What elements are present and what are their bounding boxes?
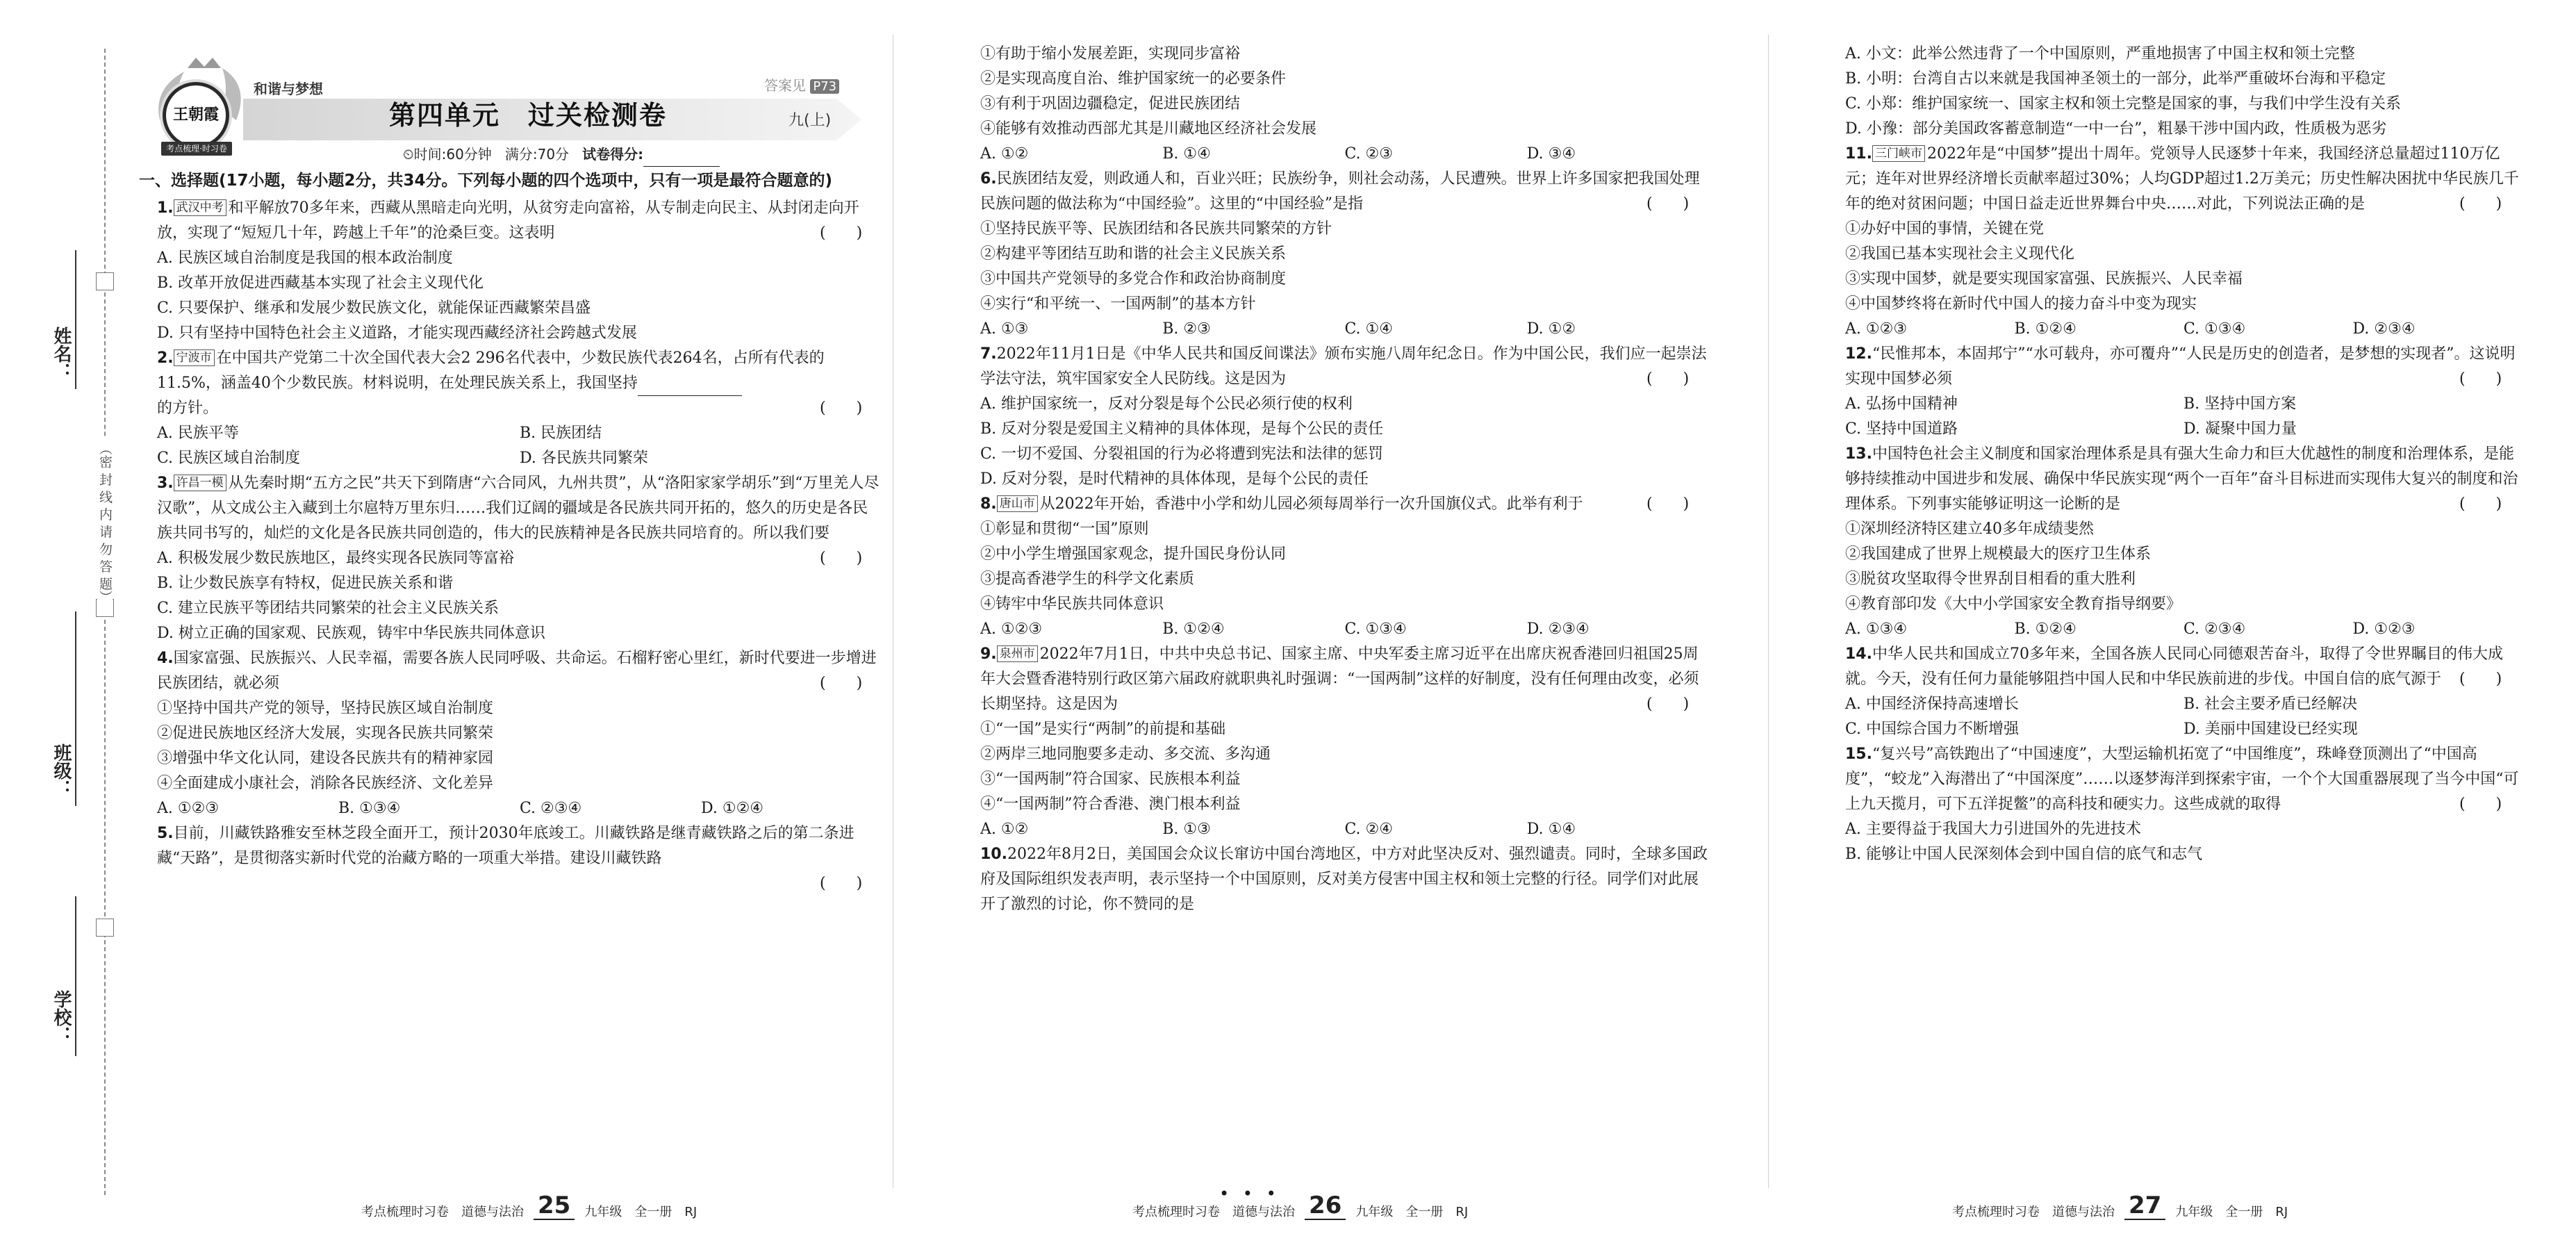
option: A. ①②③ — [980, 620, 1043, 638]
statement: ④铸牢中华民族共同体意识 — [980, 595, 1164, 613]
question-stem: 民族团结友爱，则政通人和，百业兴旺；民族纷争，则社会动荡，人民遭殃。世界上许多国家把我国处理民族问题的做法称为“中国经验”。这里的“中国经验”是指 — [980, 170, 1700, 213]
fill-blank[interactable] — [638, 378, 742, 396]
statement: ③提高香港学生的科学文化素质 — [980, 570, 1195, 588]
score-label: 试卷得分: — [582, 146, 644, 163]
option: B. 民族团结 — [520, 425, 602, 442]
option: D. 小豫：部分美国政客蓄意制造“一中一台”，粗暴干涉中国内政，性质极为恶劣 — [1845, 120, 2387, 138]
score-field[interactable] — [643, 166, 720, 167]
question-6 — [962, 167, 1709, 342]
statement: ④“一国两制”符合香港、澳门根本利益 — [980, 796, 1241, 813]
question-4 — [139, 646, 882, 821]
question-stem: 2022年8月2日，美国国会众议长窜访中国台湾地区，中方对此坚决反对、强烈谴责。同时，全球多国政府及国际组织发表声明，表示坚持一个中国原则，反对美方侵害中国主权和领土完整的行径。同学们对此展开了激烈的讨论，你不赞同的是 — [980, 846, 1708, 913]
cut-mark — [96, 272, 114, 290]
question-stem: 从先秦时期“五方之民”共天下到隋唐“六合同风，九州共贯”，从“洛阳家家学胡乐”到“万里羌人尽汉歌”，从文成公主入藏到土尔扈特万里东归……我们辽阔的疆域是各民族共同开拓的，悠久的历史是各民族共同书写的，灿烂的文化是各民族共同创造的，伟大的民族精神是各民族共同培育的。所以我们要 — [157, 475, 880, 542]
option: D. ①②④ — [701, 800, 764, 817]
question-stem-tail: 的方针。 — [157, 400, 219, 417]
option: B. 让少数民族享有特权，促进民族关系和谐 — [157, 575, 454, 592]
question-stem: 中华人民共和国成立70多年来，全国各族人民同心同德艰苦奋斗，取得了令世界瞩目的伟大成就。今天，没有任何力量能够阻挡中国人民和中华民族前进的步伐。中国自信的底气源于 — [1845, 645, 2503, 688]
statement: ③增强中华文化认同，建设各民族共有的精神家园 — [157, 750, 494, 767]
question-number: 10. — [980, 846, 1007, 863]
option: C. ①③④ — [2183, 320, 2246, 338]
statement: ③脱贫攻坚取得令世界刮目相看的重大胜利 — [1845, 570, 2136, 588]
question-10-continued — [1827, 42, 2522, 142]
question-5-continued — [962, 42, 1709, 167]
option: A. ①②③ — [157, 800, 220, 817]
statement: ①“一国”是实行“两制”的前提和基础 — [980, 721, 1225, 738]
option: A. 民族区域自治制度是我国的根本政治制度 — [157, 249, 453, 267]
answer-bracket[interactable]: ( ) — [1646, 370, 1690, 388]
page-number: 27 — [2124, 1192, 2165, 1220]
question-number: 1. — [157, 199, 174, 217]
option: C. 中国综合国力不断增强 — [1845, 721, 2020, 738]
question-number: 5. — [157, 825, 174, 842]
full-score: 满分:70分 — [504, 146, 570, 163]
fold-line — [104, 49, 106, 1195]
option: B. ①②④ — [2014, 620, 2077, 638]
option: A. ①③④ — [1845, 620, 1908, 638]
statement: ③实现中国梦，就是要实现国家富强、民族振兴、人民幸福 — [1845, 270, 2243, 288]
option: A. 主要得益于我国大力引进国外的先进技术 — [1845, 821, 2141, 838]
option: A. 民族平等 — [157, 425, 239, 442]
option: A. 小文：此举公然违背了一个中国原则，严重地损害了中国主权和领土完整 — [1845, 45, 2355, 63]
school-field[interactable] — [75, 896, 76, 1056]
question-stem: 2022年是“中国梦”提出十周年。党领导人民逐梦十年来，我国经济总量超过110万亿元；连年对世界经济增长贡献率超过30%；人均GDP超过1.2万美元；历史性解决困扰中华民族几千年的绝对贫困问题；中国日益走近世界舞台中央……对此，下列说法正确的是 — [1845, 145, 2519, 213]
question-7 — [962, 342, 1709, 492]
footer-grade: 九年级 全一册 RJ — [1355, 1205, 1469, 1219]
statement: ②促进民族地区经济大发展，实现各民族共同繁荣 — [157, 725, 494, 742]
question-stem: 2022年7月1日，中共中央总书记、国家主席、中央军委主席习近平在出席庆祝香港回归祖国25周年大会暨香港特别行政区第六届政府就职典礼时强调：“一国两制”这样的好制度，没有任何理由改变，必须长期坚持。这是因为 — [980, 645, 1699, 713]
question-stem: 中国特色社会主义制度和国家治理体系是具有强大生命力和巨大优越性的制度和治理体系，是能够持续推动中国进步和发展、确保中华民族实现“两个一百年”奋斗目标进而实现伟大复兴的制度和治理体系。下列事实能够证明这一论断的是 — [1845, 445, 2518, 513]
question-stem: 从2022年开始，香港中小学和幼儿园必须每周举行一次升国旗仪式。此举有利于 — [1039, 495, 1583, 513]
question-number: 8. — [980, 495, 997, 513]
page-25 — [139, 42, 882, 896]
question-3 — [139, 471, 882, 646]
source-tag: 泉州市 — [997, 645, 1038, 662]
logo-emblem: 王朝霞 — [163, 82, 229, 149]
question-15 — [1827, 742, 2522, 867]
source-tag: 三门峡市 — [1872, 145, 1925, 162]
option: D. ①② — [1526, 320, 1576, 338]
answer-bracket[interactable]: ( ) — [1646, 195, 1690, 213]
option: A. 维护国家统一，反对分裂是每个公民必须行使的权利 — [980, 395, 1353, 413]
question-stem: “民惟邦本，本固邦宁”“水可载舟，亦可覆舟”“人民是历史的创造者，是梦想的实现者”。这说明实现中国梦必须 — [1845, 345, 2516, 388]
page-divider — [1768, 35, 1769, 1188]
option: C. 建立民族平等团结共同繁荣的社会主义民族关系 — [157, 600, 499, 617]
statement: ③“一国两制”符合国家、民族根本利益 — [980, 771, 1241, 788]
option: A. 积极发展少数民族地区，最终实现各民族同等富裕 — [157, 550, 514, 567]
class-field[interactable] — [75, 611, 76, 806]
option: A. 弘扬中国精神 — [1845, 395, 1958, 413]
answer-bracket[interactable]: ( ) — [1646, 495, 1690, 513]
option: B. 反对分裂是爱国主义精神的具体体现，是每个公民的责任 — [980, 420, 1384, 438]
question-13 — [1827, 442, 2522, 642]
option: B. ①④ — [1162, 145, 1211, 163]
question-number: 3. — [157, 475, 174, 492]
question-number: 7. — [980, 345, 997, 363]
class-label: 班级： — [51, 743, 72, 798]
option: D. ②③④ — [1526, 620, 1590, 638]
question-stem: 和平解放70多年来，西藏从黑暗走向光明，从贫穷走向富裕，从专制走向民主、从封闭走向开放，实现了“短短几十年，跨越上千年”的沧桑巨变。这表明 — [157, 199, 859, 242]
question-number: 12. — [1845, 345, 1872, 363]
question-8 — [962, 492, 1709, 642]
seal-line-warning: （密 封 线 内 请 勿 答 题） — [97, 438, 113, 607]
question-number: 14. — [1845, 645, 1872, 663]
option: D. 树立正确的国家观、民族观，铸牢中华民族共同体意识 — [157, 625, 545, 642]
option: C. ①④ — [1344, 320, 1393, 338]
option: C. 只要保护、继承和发展少数民族文化，就能保证西藏繁荣昌盛 — [157, 299, 591, 317]
page-title: 第四单元 过关检测卷 — [389, 100, 668, 131]
footer-series: 考点梳理时习卷 道德与法治 — [1952, 1205, 2115, 1219]
source-tag: 宁波市 — [174, 349, 215, 366]
option: C. 坚持中国道路 — [1845, 420, 1958, 438]
option: A. ①② — [980, 821, 1029, 838]
time-limit: ⏲时间:60分钟 — [403, 146, 492, 163]
footer-series: 考点梳理时习卷 道德与法治 — [1132, 1205, 1295, 1219]
source-tag: 武汉中考 — [174, 199, 226, 216]
answer-bracket[interactable]: ( ) — [820, 875, 863, 892]
statement: ①深圳经济特区建立40多年成绩斐然 — [1845, 520, 2094, 538]
question-number: 11. — [1845, 145, 1872, 163]
option: A. ①②③ — [1845, 320, 1908, 338]
logo-band: 考点梳理·时习卷 — [161, 142, 232, 156]
option: D. 各民族共同繁荣 — [520, 450, 648, 467]
option: C. 民族区域自治制度 — [157, 450, 301, 467]
option: C. ②③④ — [2183, 620, 2246, 638]
answer-bracket[interactable]: ( ) — [2459, 195, 2502, 213]
option: C. ②④ — [1344, 821, 1393, 838]
option: C. ②③④ — [520, 800, 582, 817]
statement: ④中国梦终将在新时代中国人的接力奋斗中变为现实 — [1845, 295, 2197, 313]
option: B. 改革开放促进西藏基本实现了社会主义现代化 — [157, 274, 484, 292]
unit-header — [139, 42, 882, 163]
statement: ④教育部印发《大中小学国家安全教育指导纲要》 — [1845, 595, 2182, 613]
answer-bracket[interactable]: ( ) — [820, 400, 863, 417]
answer-bracket[interactable]: ( ) — [820, 675, 863, 692]
continuation-dots: • • • — [1219, 1184, 1280, 1203]
option: B. ①②④ — [1162, 620, 1225, 638]
theme-label: 和谐与梦想 — [254, 81, 323, 97]
answer-ref-page: P73 — [810, 79, 839, 94]
answer-bracket[interactable]: ( ) — [1646, 695, 1690, 713]
source-tag: 许昌一模 — [174, 475, 226, 491]
option: B. 坚持中国方案 — [2183, 395, 2297, 413]
question-number: 9. — [980, 645, 997, 663]
question-number: 6. — [980, 170, 997, 188]
option: C. 一切不爱国、分裂祖国的行为必将遭到宪法和法律的惩罚 — [980, 445, 1384, 463]
question-number: 13. — [1845, 445, 1872, 463]
question-10 — [962, 842, 1709, 917]
statement: ④实行“和平统一、一国两制”的基本方针 — [980, 295, 1256, 313]
option: B. 小明：台湾自古以来就是我国神圣领土的一部分，此举严重破坏台海和平稳定 — [1845, 70, 2386, 88]
question-stem: 在中国共产党第二十次全国代表大会2 296名代表中，少数民族代表264名，占所有代表的11.5%，涵盖40个少数民族。材料说明，在处理民族关系上，我国坚持 — [157, 349, 825, 392]
statement: ①办好中国的事情，关键在党 — [1845, 220, 2045, 238]
option: D. ③④ — [1526, 145, 1576, 163]
option: B. ①③④ — [338, 800, 401, 817]
answer-bracket[interactable]: ( ) — [2459, 370, 2502, 388]
footer-grade: 九年级 全一册 RJ — [2175, 1205, 2288, 1219]
question-5 — [139, 821, 882, 892]
statement: ②是实现高度自治、维护国家统一的必要条件 — [980, 70, 1287, 88]
answer-bracket[interactable]: ( ) — [820, 224, 863, 242]
question-stem: 目前，川藏铁路雅安至林芝段全面开工，预计2030年底竣工。川藏铁路是继青藏铁路之后的第二条进藏“天路”，是贯彻落实新时代党的治藏方略的一项重大举措。建设川藏铁路 — [157, 825, 854, 867]
option: A. 中国经济保持高速增长 — [1845, 695, 2019, 713]
option: C. 小郑：维护国家统一、国家主权和领土完整是国家的事，与我们中学生没有关系 — [1845, 95, 2402, 113]
answer-bracket[interactable]: ( ) — [2459, 796, 2502, 813]
statement: ①有助于缩小发展差距，实现同步富裕 — [980, 45, 1241, 63]
option: D. ①④ — [1526, 821, 1576, 838]
option: D. ②③④ — [2352, 320, 2416, 338]
page-26 — [962, 42, 1709, 917]
question-12 — [1827, 342, 2522, 442]
option: B. 能够让中国人民深刻体会到中国自信的底气和志气 — [1845, 846, 2203, 863]
statement: ②构建平等团结互助和谐的社会主义民族关系 — [980, 245, 1287, 263]
school-label: 学校： — [51, 990, 72, 1044]
question-2 — [139, 346, 882, 471]
question-14 — [1827, 642, 2522, 742]
statement: ①坚持中国共产党的领导，坚持民族区域自治制度 — [157, 700, 494, 717]
answer-bracket[interactable]: ( ) — [820, 550, 863, 567]
option: A. ①② — [980, 145, 1029, 163]
statement: ④全面建成小康社会，消除各民族经济、文化差异 — [157, 775, 494, 792]
option: D. 美丽中国建设已经实现 — [2183, 721, 2358, 738]
statement: ①彰显和贯彻“一国”原则 — [980, 520, 1149, 538]
option: B. ①③ — [1162, 821, 1211, 838]
section-heading: 一、选择题(17小题，每小题2分，共34分。下列每小题的四个选项中，只有一项是最符合题意的) — [139, 172, 833, 190]
option: B. 社会主要矛盾已经解决 — [2183, 695, 2358, 713]
footer-grade: 九年级 全一册 RJ — [584, 1205, 697, 1219]
statement: ③中国共产党领导的多党合作和政治协商制度 — [980, 270, 1287, 288]
option: C. ①③④ — [1344, 620, 1407, 638]
option: D. 只有坚持中国特色社会主义道路，才能实现西藏经济社会跨越式发展 — [157, 324, 637, 342]
answer-ref-label: 答案见 — [764, 77, 806, 94]
question-11 — [1827, 142, 2522, 342]
option: D. 反对分裂，是时代精神的具体体现，是每个公民的责任 — [980, 470, 1369, 488]
question-1 — [139, 196, 882, 346]
answer-reference — [764, 73, 839, 99]
statement: ②我国已基本实现社会主义现代化 — [1845, 245, 2075, 263]
question-stem: “复兴号”高铁跑出了“中国速度”，大型运输机拓宽了“中国维度”，珠峰登顶测出了“中国高度”，“蛟龙”入海潜出了“中国深度”……以逐梦海洋到探索宇宙，一个个大国重器展现了当今中国“可上九天揽月，可下五洋捉鳖”的高科技和硬实力。这些成就的取得 — [1845, 746, 2519, 813]
name-field[interactable] — [75, 250, 76, 389]
option: C. ②③ — [1344, 145, 1393, 163]
page-number: 26 — [1305, 1192, 1346, 1220]
name-label: 姓名： — [51, 327, 72, 381]
grade-badge: 九(上) — [789, 112, 832, 129]
question-number: 2. — [157, 349, 174, 367]
option: D. 凝聚中国力量 — [2183, 420, 2297, 438]
answer-bracket[interactable]: ( ) — [2459, 670, 2502, 688]
cut-mark — [96, 919, 114, 937]
option: B. ②③ — [1162, 320, 1211, 338]
statement: ④能够有效推动西部尤其是川藏地区经济社会发展 — [980, 120, 1317, 138]
statement: ②两岸三地同胞要多走动、多交流、多沟通 — [980, 746, 1271, 763]
statement: ②我国建成了世界上规模最大的医疗卫生体系 — [1845, 545, 2152, 563]
exam-meta — [403, 142, 720, 167]
option: B. ①②④ — [2014, 320, 2077, 338]
page-footer — [361, 1192, 697, 1220]
footer-series: 考点梳理时习卷 道德与法治 — [361, 1205, 524, 1219]
answer-bracket[interactable]: ( ) — [2459, 495, 2502, 513]
page-number: 25 — [534, 1192, 575, 1220]
statement: ③有利于巩固边疆稳定，促进民族团结 — [980, 95, 1241, 113]
statement: ①坚持民族平等、民族团结和各民族共同繁荣的方针 — [980, 220, 1332, 238]
page-footer — [1952, 1192, 2288, 1220]
question-stem: 2022年11月1日是《中华人民共和国反间谍法》颁布实施八周年纪念日。作为中国公民，我们应一起崇法学法守法，筑牢国家安全人民防线。这是因为 — [980, 345, 1707, 388]
page-footer — [1132, 1192, 1468, 1220]
page-27 — [1827, 42, 2522, 867]
question-9 — [962, 642, 1709, 842]
source-tag: 唐山市 — [997, 495, 1038, 512]
option: A. ①③ — [980, 320, 1029, 338]
question-number: 15. — [1845, 746, 1872, 763]
question-stem: 国家富强、民族振兴、人民幸福，需要各族人民同呼吸、共命运。石榴籽密心里红，新时代要进一步增进民族团结，就必须 — [157, 650, 877, 692]
statement: ②中小学生增强国家观念，提升国民身份认同 — [980, 545, 1287, 563]
binding-margin — [0, 0, 118, 1243]
question-number: 4. — [157, 650, 174, 667]
option: D. ①②③ — [2352, 620, 2416, 638]
